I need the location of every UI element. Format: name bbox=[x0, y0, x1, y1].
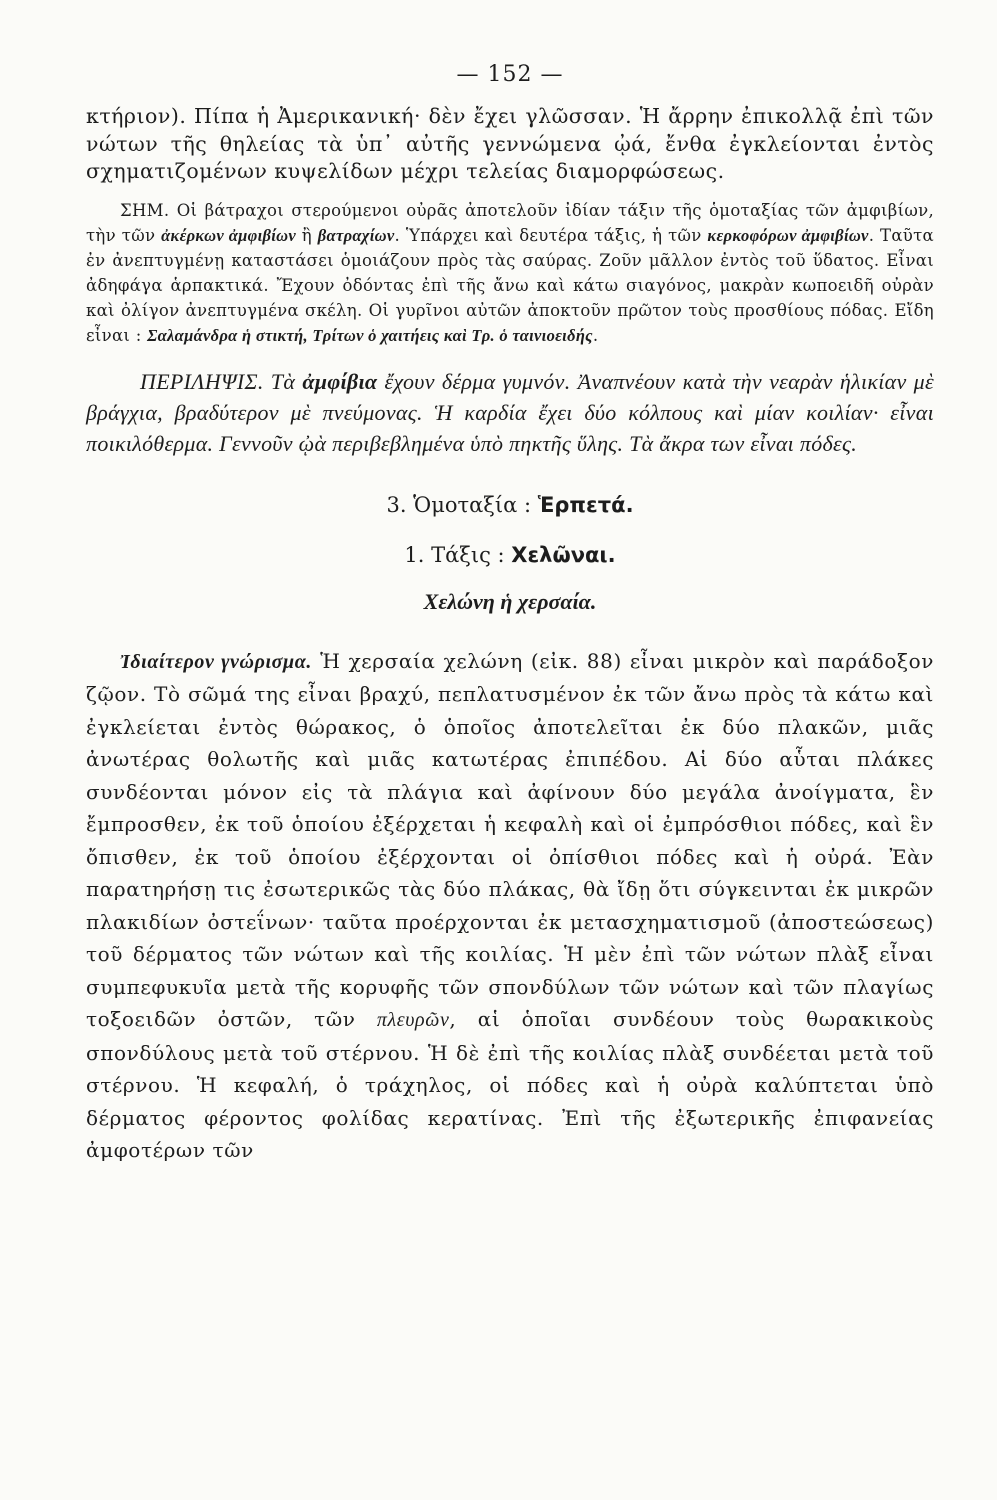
species-heading: Χελώνη ἡ χερσαία. bbox=[423, 588, 597, 614]
class-heading-prefix: 3. Ὁμοταξία : bbox=[386, 492, 538, 517]
note-mid-2: . Ὑπάρχει καὶ δευτέρα τάξις, ἡ τῶν bbox=[394, 225, 708, 245]
summary-paragraph bbox=[86, 366, 934, 459]
summary-text: ἔχουν δέρμα γυμνόν. Ἀναπνέουν κατὰ τὴν νεαρὰν ἡλικίαν μὲ βράγχια, βραδύτερον μὲ πνεύμονας. Ἡ καρδία ἔχει δύο κόλπους καὶ μίαν κοιλίαν· εἶναι ποικιλόθερμα. Γεννοῦν ᾠὰ περιβεβλημένα ὑπὸ πηκτῆς ὕλης. Τὰ ἄκρα των εἶναι πόδες. bbox=[86, 368, 934, 456]
summary-term: ἀμφίβια bbox=[302, 368, 378, 394]
note-lead: ΣΗΜ. Οἱ βάτραχοι στερούμενοι οὐρᾶς ἀποτελοῦν ἰδίαν τάξιν τῆς ὁμοταξίας τῶν ἀμφιβίων, τὴν τῶν bbox=[86, 200, 934, 245]
order-heading bbox=[86, 543, 934, 567]
intro-paragraph: κτήριον). Πίπα ἡ Ἀμερικανική· δὲν ἔχει γλῶσσαν. Ἡ ἄρρην ἐπικολλᾷ ἐπὶ τῶν νώτων τῆς θηλείας τὰ ὑπ᾽ αὐτῆς γεννώμενα ᾠά, ἔνθα ἐγκλείονται ἐντὸς σχηματιζομένων κυψελίδων μέχρι τελείας διαμορφώσεως. bbox=[86, 104, 934, 183]
note-paragraph bbox=[86, 198, 934, 348]
class-heading bbox=[86, 493, 934, 517]
note-term-3: κερκοφόρων ἀμφιβίων bbox=[707, 225, 869, 245]
order-heading-name: Χελῶναι. bbox=[511, 542, 616, 567]
note-mid-1: ἢ bbox=[295, 225, 318, 245]
order-heading-prefix: 1. Τάξις : bbox=[404, 542, 512, 567]
note-end: . bbox=[592, 325, 599, 345]
main-text-2: , αἱ ὁποῖαι συνδέουν τοὺς θωρακικοὺς σπονδύλους μετὰ τοῦ στέρνου. Ἡ δὲ ἐπὶ τῆς κοιλίας πλὰξ συνδέεται μετὰ τοῦ στέρνου. Ἡ κεφαλή, ὁ τράχηλος, οἱ πόδες καὶ ἡ οὐρὰ καλύπτεται ὑπὸ δέρματος φέροντος φολίδας κερατίνας. Ἐπὶ τῆς ἐξωτερικῆς ἐπιφανείας ἀμφοτέρων τῶν bbox=[86, 1007, 934, 1162]
note-term-1: ἀκέρκων ἀμφιβίων bbox=[161, 225, 296, 245]
page-number: — 152 — bbox=[456, 62, 564, 87]
note-mid-3: . Ταῦτα ἐν ἀνεπτυγμένῃ καταστάσει ὁμοιάζουν πρὸς τὰς σαύρας. Ζοῦν μᾶλλον ἐντὸς τοῦ ὕδατος. Εἶναι ἀδηφάγα ἁρπακτικά. Ἔχουν ὀδόντας ἐπὶ τῆς ἄνω καὶ κάτω σιαγόνος, μακρὰν κωποειδῆ οὐρὰν καὶ ὀλίγον ἀνεπτυγμένα σκέλη. Οἱ γυρῖνοι αὐτῶν ἀποκτοῦν πρῶτον τοὺς προσθίους πόδας. Εἴδη εἶναι : bbox=[86, 225, 934, 345]
main-term: πλευρῶν bbox=[376, 1009, 450, 1031]
note-species: Σαλαμάνδρα ἡ στικτή, Τρίτων ὁ χαιτήεις καὶ Τρ. ὁ ταινιοειδής bbox=[147, 325, 593, 345]
summary-label: ΠΕΡΙΛΗΨΙΣ. bbox=[140, 368, 264, 394]
summary-pre: Τὰ bbox=[263, 368, 303, 394]
main-text-1: Ἡ χερσαία χελώνη (εἰκ. 88) εἶναι μικρὸν καὶ παράδοξον ζῷον. Τὸ σῶμά της εἶναι βραχύ, πεπλατυσμένον ἐκ τῶν ἄνω πρὸς τὰ κάτω καὶ ἐγκλείεται ἐντὸς θώρακος, ὁ ὁποῖος ἀποτελεῖται ἐκ δύο πλακῶν, μιᾶς ἀνωτέρας θολωτῆς καὶ μιᾶς κατωτέρας ἐπιπέδου. Αἱ δύο αὗται πλάκες συνδέονται μόνον εἰς τὰ πλάγια καὶ ἀφίνουν δύο μεγάλα ἀνοίγματα, ἓν ἔμπροσθεν, ἐκ τοῦ ὁποίου ἐξέρχεται ἡ κεφαλὴ καὶ οἱ ἐμπρόσθιοι πόδες, καὶ ἓν ὄπισθεν, ἐκ τοῦ ὁποίου ἐξέρχονται οἱ ὀπίσθιοι πόδες καὶ ἡ οὐρά. Ἐὰν παρατηρήσῃ τις ἐσωτερικῶς τὰς δύο πλάκας, θὰ ἴδῃ ὅτι σύγκεινται ἐκ μικρῶν πλακιδίων ὀστεΐνων· ταῦτα προέρχονται ἐκ μετασχηματισμοῦ (ἀποστεώσεως) τοῦ δέρματος τῶν νώτων καὶ τῆς κοιλίας. Ἡ μὲν ἐπὶ τῶν νώτων πλὰξ εἶναι συμπεφυκυῖα μετὰ τῆς κορυφῆς τῶν σπονδύλων τῶν νώτων καὶ τῶν πλαγίως τοξοειδῶν ὀστῶν, τῶν bbox=[86, 648, 934, 1031]
note-term-2: βατραχίων bbox=[317, 225, 395, 245]
class-heading-name: Ἑρπετά. bbox=[537, 492, 634, 517]
main-paragraph bbox=[86, 645, 934, 1167]
page bbox=[86, 62, 934, 1167]
main-label: Ἰδιαίτερον γνώρισμα. bbox=[120, 650, 313, 673]
